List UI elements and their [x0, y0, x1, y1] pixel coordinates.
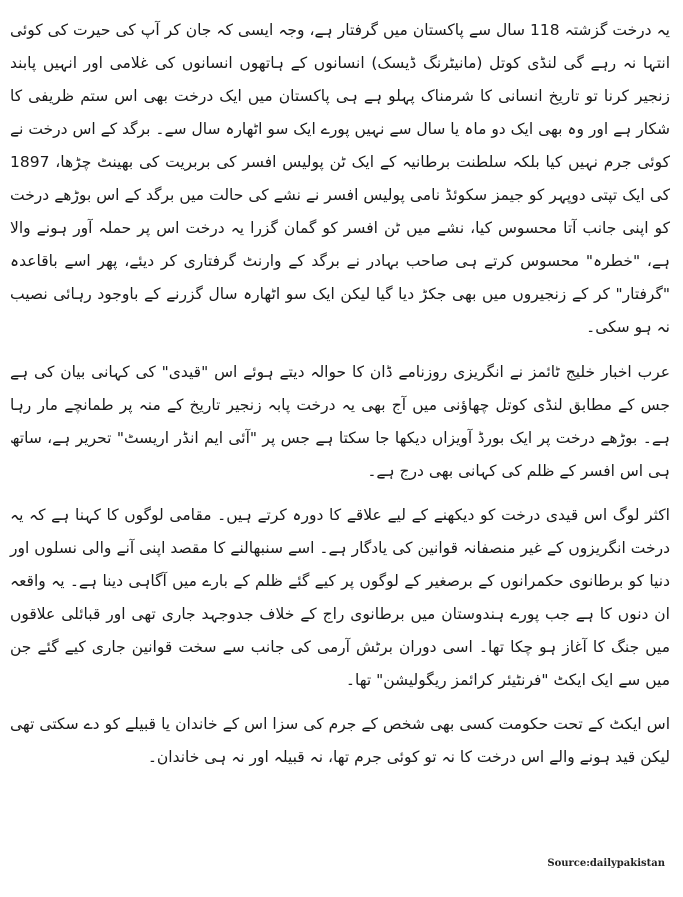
source-credit: Source:dailypakistan	[547, 858, 665, 869]
article-paragraph-4: اس ایکٹ کے تحت حکومت کسی بھی شخص کے جرم کی سزا اس کے خاندان یا قبیلے کو دے سکتی تھی لیکن قید ہونے والے اس درخت کا نہ تو کوئی جرم تھا، نہ قبیلہ اور نہ ہی خاندان۔	[10, 715, 670, 766]
article-paragraph-3: اکثر لوگ اس قیدی درخت کو دیکھنے کے لیے علاقے کا دورہ کرتے ہیں۔ مقامی لوگوں کا کہنا ہے کہ یہ درخت انگریزوں کے غیر منصفانہ قوانین کی یادگار ہے۔ اسے سنبھالنے کا مقصد اپنی آنے والی نسلوں اور دنیا کو برطانوی حکمرانوں کے برصغیر کے لوگوں پر کیے گئے ظلم کے بارے میں آگاہی دینا ہے۔ یہ واقعہ ان دنوں کا ہے جب پورے ہندوستان میں برطانوی راج کے خلاف جدوجہد جاری تھی اور قبائلی علاقوں میں جنگ کا آغاز ہو چکا تھا۔ اسی دوران برٹش آرمی کی جانب سے سخت قوانین جاری کیے گئے جن میں سے ایک ایکٹ "فرنٹیئر کرائمز ریگولیشن" تھا۔	[10, 506, 670, 689]
article-paragraph-2: عرب اخبار خلیج ٹائمز نے انگریزی روزنامے ڈان کا حوالہ دیتے ہوئے اس "قیدی" کی کہانی بیان کی ہے جس کے مطابق لنڈی کوتل چھاؤنی میں آج بھی یہ درخت پابہ زنجیر تاریخ کے منہ پر طمانچے مار رہا ہے۔ بوڑھے درخت پر ایک بورڈ آویزاں دیکھا جا سکتا ہے جس پر "آئی ایم انڈر اریسٹ" تحریر ہے، ساتھ ہی اس افسر کے ظلم کی کہانی بھی درج ہے۔	[10, 363, 670, 480]
article-paragraph-1: یہ درخت گزشتہ 118 سال سے پاکستان میں گرفتار ہے، وجہ ایسی کہ جان کر آپ کی حیرت کی کوئی انتہا نہ رہے گی لنڈی کوتل (مانیٹرنگ ڈیسک) انسانوں کے ہاتھوں انسانوں کی غلامی اور انہیں پابند زنجیر کرنا تو تاریخ انسانی کا شرمناک پہلو ہے ہی پاکستان میں ایک درخت بھی اس ستم ظریفی کا شکار ہے اور وہ بھی ایک دو ماہ یا سال سے نہیں پورے ایک سو اٹھارہ سال سے۔ برگد کے اس درخت نے کوئی جرم نہیں کیا بلکہ سلطنت برطانیہ کے ایک ٹن پولیس افسر کی بربریت کی بھینٹ چڑھا، 1897 کی ایک تپتی دوپہر کو جیمز سکوئڈ نامی پولیس افسر نے نشے کی حالت میں برگد کے اس بوڑھے درخت کو اپنی جانب آتا محسوس کیا، نشے میں ٹن افسر کو گمان گزرا یہ درخت اس پر حملہ آور ہونے والا ہے، "خطرہ" محسوس کرتے ہی صاحب بہادر نے برگد کے وارنٹ گرفتاری کر دیئے، پھر اسے باقاعدہ "گرفتار" کر کے زنجیروں میں بھی جکڑ دیا گیا لیکن ایک سو اٹھارہ سال گزرنے کے باوجود رہائی نصیب نہ ہو سکی۔	[10, 21, 670, 336]
article-body	[10, 14, 670, 785]
